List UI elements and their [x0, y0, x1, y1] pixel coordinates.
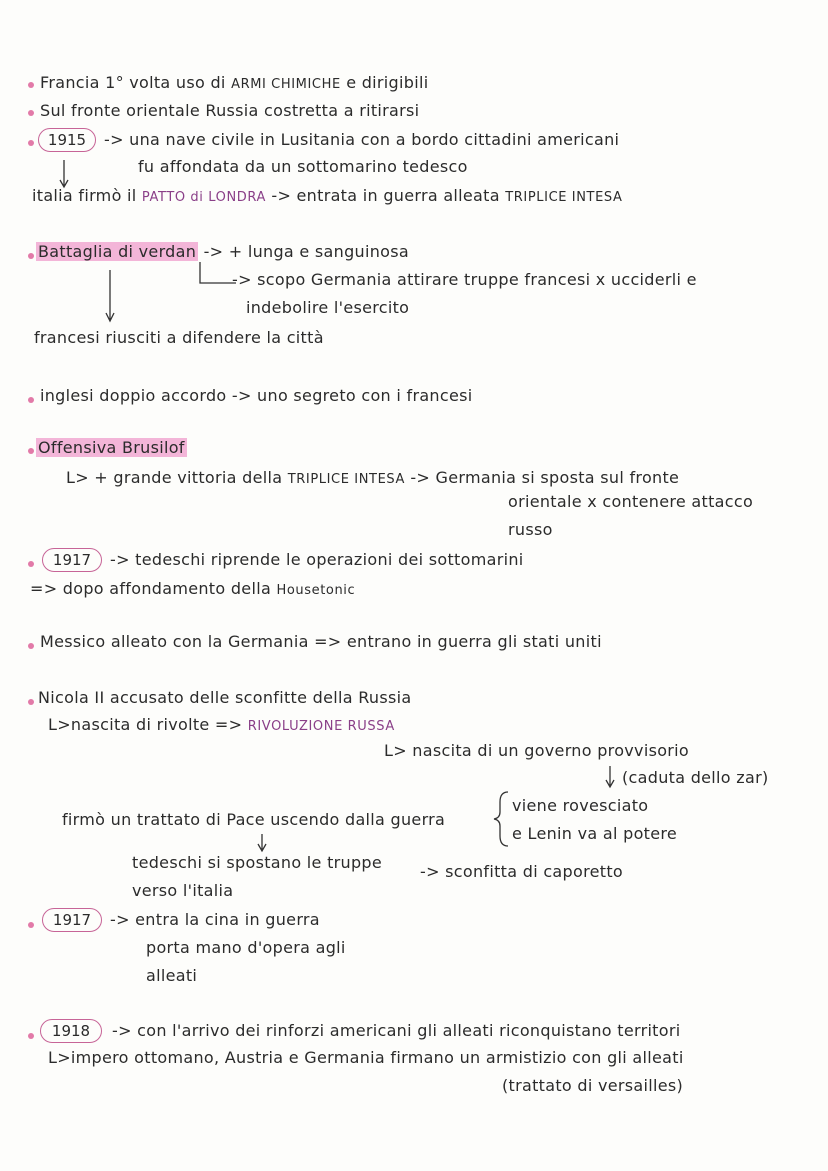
bullet — [28, 253, 34, 259]
text: -> entrata in guerra alleata — [271, 186, 500, 205]
line-versailles: (trattato di versailles) — [502, 1076, 684, 1095]
text-caps: Housetonic — [276, 583, 356, 598]
text-caps: TRIPLICE INTESA — [287, 472, 405, 487]
text: Francia 1° volta uso di — [40, 73, 226, 92]
text-caps: ARMI CHIMICHE — [231, 77, 341, 92]
text-caps: TRIPLICE INTESA — [505, 190, 623, 205]
bullet — [28, 561, 34, 567]
text: italia firmò il — [32, 186, 137, 205]
line-sottomarini: -> tedeschi riprende le operazioni dei sottomarini — [110, 550, 524, 569]
line-caporetto: -> sconfitta di caporetto — [420, 862, 623, 881]
line-armistizio: L>impero ottomano, Austria e Germania firmano un armistizio con gli alleati — [48, 1048, 684, 1067]
line-verdun-francesi: francesi riusciti a difendere la città — [34, 328, 324, 347]
bullet — [28, 1033, 34, 1039]
highlight-brusilof: Offensiva Brusilof — [38, 438, 185, 457]
year-badge-1917: 1917 — [42, 548, 102, 572]
bullet — [28, 82, 34, 88]
arrow-1915-down — [60, 160, 68, 187]
bullet — [28, 922, 34, 928]
line-alleati: alleati — [146, 966, 198, 985]
year-badge-1917: 1917 — [42, 908, 102, 932]
line-brusilof-vittoria — [66, 468, 679, 490]
text: L> + grande vittoria della — [66, 468, 283, 487]
line-caduta-zar: (caduta dello zar) — [622, 768, 769, 787]
bullet — [28, 110, 34, 116]
bullet — [28, 397, 34, 403]
line-rivolte — [48, 715, 395, 737]
year-badge-1918: 1918 — [40, 1019, 102, 1043]
line-nicola: Nicola II accusato delle sconfitte della Russia — [38, 688, 412, 707]
line-verdun — [36, 242, 409, 262]
line-lenin: e Lenin va al potere — [512, 824, 678, 843]
line-verdun-indebolire: indebolire l'esercito — [246, 298, 410, 317]
line-patto-londra — [32, 186, 623, 208]
arrow-trattato-down — [258, 834, 266, 851]
line-tedeschi-truppe: tedeschi si spostano le truppe — [132, 853, 383, 872]
text: L>nascita di rivolte => — [48, 715, 243, 734]
line-fronte-orientale: Sul fronte orientale Russia costretta a ritirarsi — [40, 101, 420, 120]
line-brusilof-orientale: orientale x contenere attacco — [508, 492, 754, 511]
curly-brace — [494, 792, 508, 846]
line-lusitania: -> una nave civile in Lusitania con a bordo cittadini americani — [104, 130, 620, 149]
text-caps: PATTO di LONDRA — [141, 190, 266, 205]
line-verdun-scopo: -> scopo Germania attirare truppe francesi x ucciderli e — [232, 270, 697, 289]
line-inglesi: inglesi doppio accordo -> uno segreto con i francesi — [40, 386, 473, 405]
text: -> + lunga e sanguinosa — [203, 242, 410, 261]
line-rovesciato: viene rovesciato — [512, 796, 649, 815]
bracket-verdun — [200, 262, 236, 283]
line-brusilof — [36, 438, 187, 458]
line-rinforzi: -> con l'arrivo dei rinforzi americani gli alleati riconquistano territori — [112, 1021, 681, 1040]
bullet — [28, 448, 34, 454]
line-trattato-pace: firmò un trattato di Pace uscendo dalla guerra — [62, 810, 446, 829]
text: -> Germania si sposta sul fronte — [410, 468, 680, 487]
line-messico: Messico alleato con la Germania => entrano in guerra gli stati uniti — [40, 632, 602, 651]
text-caps: RIVOLUZIONE RUSSA — [247, 719, 395, 734]
line-housetonic — [30, 579, 355, 601]
bullet — [28, 140, 34, 146]
line-mano-opera: porta mano d'opera agli — [146, 938, 346, 957]
line-affondata: fu affondata da un sottomarino tedesco — [138, 157, 468, 176]
arrow-verdun-down — [106, 270, 114, 321]
bullet — [28, 643, 34, 649]
line-brusilof-russo: russo — [508, 520, 553, 539]
line-verso-italia: verso l'italia — [132, 881, 234, 900]
year-badge-1915: 1915 — [38, 128, 96, 152]
arrow-caduta-down — [606, 766, 614, 787]
text: => dopo affondamento della — [30, 579, 272, 598]
line-governo: L> nascita di un governo provvisorio — [384, 741, 690, 760]
line-cina: -> entra la cina in guerra — [110, 910, 320, 929]
bullet — [28, 699, 34, 705]
line-francia — [40, 73, 428, 95]
text: e dirigibili — [346, 73, 429, 92]
highlight-verdun: Battaglia di verdan — [38, 242, 197, 261]
